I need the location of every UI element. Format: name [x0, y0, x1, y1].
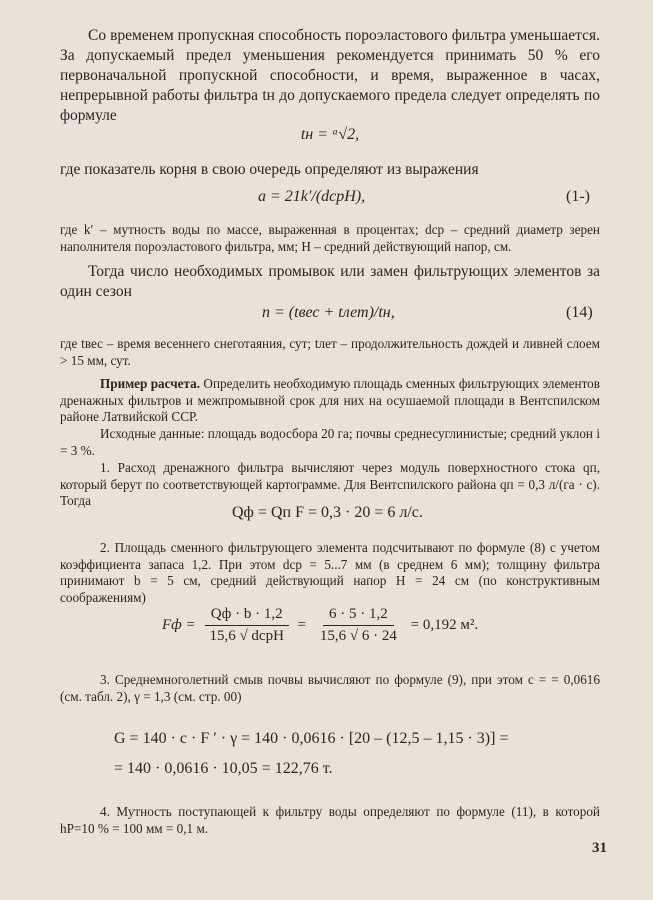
paragraph-step-2: 2. Площадь сменного фильтрующего элемента подсчитывают по формуле (8) с учетом коэффициента запаса 1,2. При этом dср = 5...7 мм (в среднем 6 мм); толщину фильтра принимают b = 5 см, средний действующий напор H = 24 см (по конструктивным соображениям): [60, 540, 600, 605]
paragraph-step-4: 4. Мутность поступающей к фильтру воды определяют по формуле (11), в которой hP=10 % = 100 мм = 0,1 м.: [60, 804, 600, 836]
formula-exponent-a: a = 21k′/(dсрH),: [258, 188, 366, 205]
formula-erosion-line-1: G = 140 · c · F ′ · γ = 140 · 0,0616 · [20 – (12,5 – 1,15 · 3)] =: [114, 730, 509, 747]
paragraph-step-3: 3. Среднемноголетний смыв почвы вычисляют по формуле (9), при этом c = = 0,0616 (см. табл. 2), γ = 1,3 (см. стр. 00): [60, 672, 600, 704]
area-numerator-2: 6 · 5 · 1,2: [323, 606, 394, 626]
area-numerator-1: Qф · b · 1,2: [205, 606, 289, 626]
paragraph-example: [60, 376, 600, 426]
area-denominator-1: 15,6 √ dсрH: [209, 628, 284, 644]
paragraph-root-exponent: где показатель корня в свою очередь определяют из выражения: [60, 161, 479, 178]
example-label: Пример расчета.: [100, 376, 201, 391]
paragraph-variables-2: где tвес – время весеннего снеготаяния, сут; tлет – продолжительность дождей и ливней слоем > 15 мм, сут.: [60, 336, 600, 368]
area-lhs: Fф =: [162, 616, 196, 633]
formula-discharge: Qф = Qп F = 0,3 · 20 = 6 л/с.: [232, 504, 423, 521]
area-fraction-1: [203, 606, 289, 645]
paragraph-intro: Со временем пропускная способность пороэластового фильтра уменьшается. За допускаемый предел уменьшения рекомендуется принимать 50 % его первоначальной пропускной способности, и время, выраженное в часах, непрерывной работы фильтра tн до допускаемого предела следует определять по формуле: [60, 27, 600, 124]
example-text: Определить необходимую площадь сменных фильтрующих элементов дренажных фильтров и межпромывной срок для них на осушаемой площади в Вентспилском районе Латвийской ССР.: [60, 376, 600, 424]
page-number: 31: [592, 840, 607, 856]
equation-number-a: (1‑): [566, 188, 590, 205]
formula-filter-area: [162, 606, 478, 645]
paragraph-variables-1: где k′ – мутность воды по массе, выраженная в процентах; dср – средний диаметр зерен наполнителя пороэластового фильтра, мм; H – средний действующий напор, см.: [60, 222, 600, 254]
equation-number-14: (14): [566, 304, 593, 321]
formula-filter-time: tн = ᵃ√2,: [300, 126, 360, 143]
paragraph-flushes-intro: Тогда число необходимых промывок или замен фильтрующих элементов за один сезон: [60, 263, 600, 300]
formula-erosion-line-2: = 140 · 0,0616 · 10,05 = 122,76 т.: [114, 760, 333, 777]
area-equals: =: [297, 616, 307, 633]
formula-flush-count: n = (tвес + tлет)/tн,: [262, 304, 395, 321]
area-fraction-2: [314, 606, 403, 645]
paragraph-source-data: Исходные данные: площадь водосбора 20 га; почвы среднесуглинистые; средний уклон i = 3 %.: [60, 426, 600, 458]
paragraph-step-1: 1. Расход дренажного фильтра вычисляют через модуль поверхностного стока qп, который берут по соответствующей картограмме. Для Вентспилского района qп = 0,3 л/(га · с). Тогда: [60, 460, 600, 508]
area-result: = 0,192 м².: [410, 616, 479, 633]
area-denominator-2: 15,6 √ 6 · 24: [319, 628, 397, 644]
